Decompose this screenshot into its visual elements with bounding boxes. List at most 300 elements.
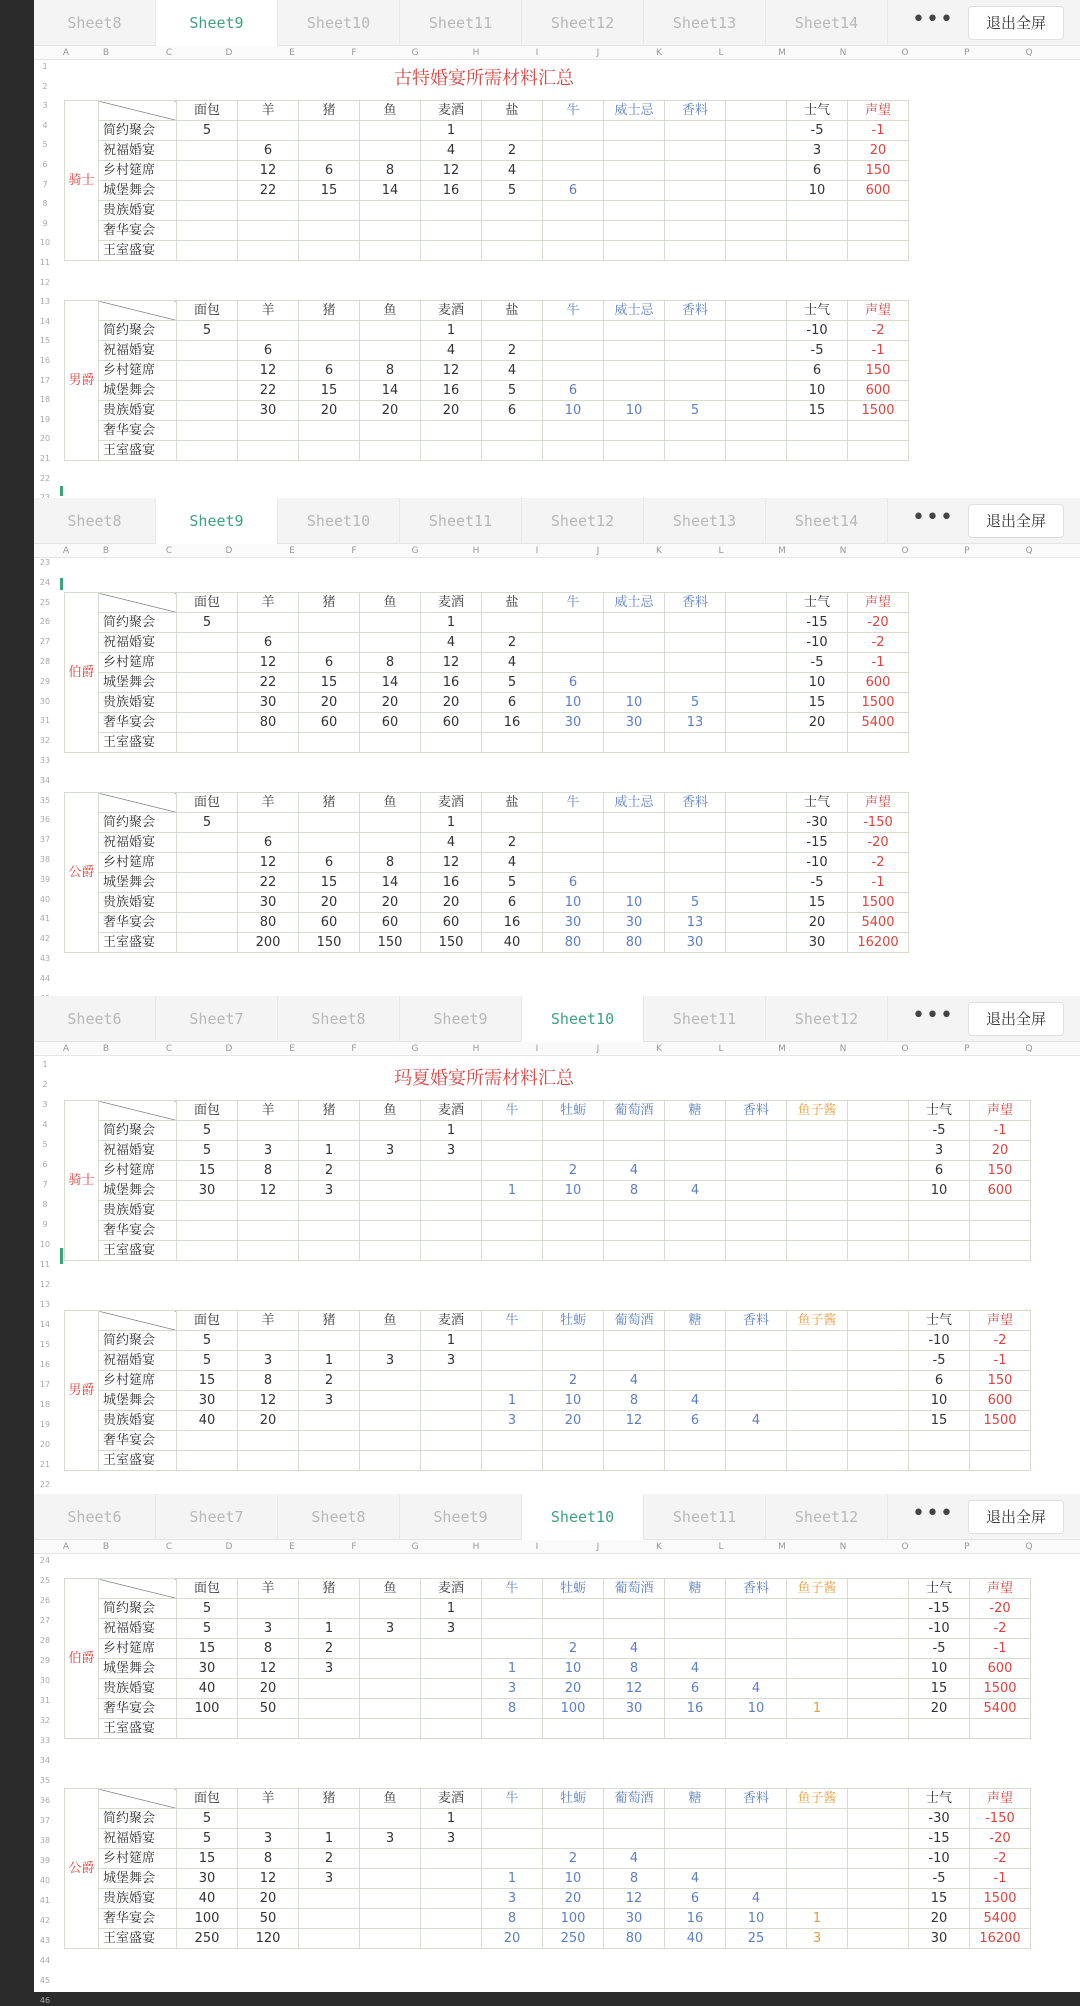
value-cell[interactable] xyxy=(543,653,604,673)
value-cell[interactable]: 30 xyxy=(177,1659,238,1679)
value-cell[interactable] xyxy=(665,1431,726,1451)
row-number[interactable]: 39 xyxy=(39,1856,51,1865)
column-header-g[interactable]: G xyxy=(411,546,419,556)
banquet-name-cell[interactable]: 城堡舞会 xyxy=(99,673,177,693)
value-cell[interactable] xyxy=(848,241,909,261)
value-cell[interactable] xyxy=(848,1411,909,1431)
value-cell[interactable]: 60 xyxy=(299,713,360,733)
value-cell[interactable] xyxy=(421,201,482,221)
column-header-cell[interactable]: 鱼 xyxy=(360,593,421,613)
value-cell[interactable]: 3 xyxy=(360,1829,421,1849)
row-number[interactable]: 41 xyxy=(39,1896,51,1905)
value-cell[interactable] xyxy=(726,633,787,653)
value-cell[interactable] xyxy=(665,733,726,753)
value-cell[interactable]: 20 xyxy=(543,1411,604,1431)
value-cell[interactable] xyxy=(787,1829,848,1849)
row-number[interactable]: 15 xyxy=(39,1340,51,1349)
value-cell[interactable] xyxy=(238,613,299,633)
column-header-cell[interactable]: 士气 xyxy=(787,593,848,613)
column-header-cell[interactable]: 盐 xyxy=(482,301,543,321)
value-cell[interactable]: 4 xyxy=(421,833,482,853)
rank-cell[interactable]: 骑士 xyxy=(65,1101,99,1261)
banquet-name-cell[interactable]: 乡村筵席 xyxy=(99,1161,177,1181)
value-cell[interactable]: 20 xyxy=(848,141,909,161)
column-header-p[interactable]: P xyxy=(964,1542,970,1552)
value-cell[interactable] xyxy=(482,1221,543,1241)
column-header-cell[interactable]: 鱼子酱 xyxy=(787,1789,848,1809)
row-number[interactable]: 43 xyxy=(39,954,51,963)
value-cell[interactable] xyxy=(177,673,238,693)
banquet-name-cell[interactable]: 贵族婚宴 xyxy=(99,693,177,713)
column-header-g[interactable]: G xyxy=(411,48,419,58)
column-header-cell[interactable]: 麦酒 xyxy=(421,1579,482,1599)
banquet-name-cell[interactable]: 城堡舞会 xyxy=(99,1391,177,1411)
column-header-d[interactable]: D xyxy=(225,546,233,556)
row-number[interactable]: 20 xyxy=(39,1440,51,1449)
banquet-name-cell[interactable]: 奢华宴会 xyxy=(99,421,177,441)
value-cell[interactable] xyxy=(482,1599,543,1619)
banquet-name-cell[interactable]: 祝福婚宴 xyxy=(99,1141,177,1161)
value-cell[interactable]: 1 xyxy=(421,1331,482,1351)
value-cell[interactable] xyxy=(604,1809,665,1829)
value-cell[interactable] xyxy=(726,1161,787,1181)
value-cell[interactable]: -150 xyxy=(848,813,909,833)
value-cell[interactable]: 250 xyxy=(543,1929,604,1949)
banquet-name-cell[interactable]: 奢华宴会 xyxy=(99,1221,177,1241)
value-cell[interactable]: 5 xyxy=(177,1599,238,1619)
value-cell[interactable] xyxy=(238,1431,299,1451)
value-cell[interactable] xyxy=(482,733,543,753)
value-cell[interactable] xyxy=(726,673,787,693)
banquet-name-cell[interactable]: 贵族婚宴 xyxy=(99,201,177,221)
value-cell[interactable] xyxy=(787,1201,848,1221)
column-header-cell[interactable]: 麦酒 xyxy=(421,301,482,321)
value-cell[interactable] xyxy=(604,1331,665,1351)
value-cell[interactable] xyxy=(482,1431,543,1451)
value-cell[interactable]: 60 xyxy=(360,913,421,933)
value-cell[interactable] xyxy=(543,1331,604,1351)
value-cell[interactable] xyxy=(604,441,665,461)
value-cell[interactable]: 15 xyxy=(177,1161,238,1181)
value-cell[interactable] xyxy=(726,873,787,893)
value-cell[interactable] xyxy=(299,733,360,753)
value-cell[interactable] xyxy=(482,1619,543,1639)
row-number[interactable]: 36 xyxy=(39,1796,51,1805)
value-cell[interactable]: 8 xyxy=(604,1181,665,1201)
value-cell[interactable]: 8 xyxy=(360,653,421,673)
value-cell[interactable]: 30 xyxy=(177,1869,238,1889)
column-header-cell[interactable]: 牛 xyxy=(543,301,604,321)
value-cell[interactable] xyxy=(604,1351,665,1371)
value-cell[interactable] xyxy=(421,241,482,261)
value-cell[interactable] xyxy=(421,1929,482,1949)
value-cell[interactable] xyxy=(726,341,787,361)
column-header-i[interactable]: I xyxy=(535,48,539,58)
column-header-cell[interactable]: 牛 xyxy=(482,1101,543,1121)
value-cell[interactable] xyxy=(848,1639,909,1659)
value-cell[interactable] xyxy=(604,613,665,633)
row-number[interactable]: 15 xyxy=(39,336,51,346)
row-number[interactable]: 31 xyxy=(39,1696,51,1705)
column-header-cell[interactable]: 盐 xyxy=(482,101,543,121)
value-cell[interactable]: 50 xyxy=(238,1909,299,1929)
value-cell[interactable] xyxy=(848,1201,909,1221)
value-cell[interactable]: 40 xyxy=(177,1679,238,1699)
value-cell[interactable]: 80 xyxy=(238,913,299,933)
value-cell[interactable] xyxy=(360,1909,421,1929)
value-cell[interactable]: 1500 xyxy=(970,1679,1031,1699)
value-cell[interactable] xyxy=(482,1849,543,1869)
value-cell[interactable] xyxy=(726,361,787,381)
value-cell[interactable]: 2 xyxy=(299,1371,360,1391)
column-header-cell[interactable]: 盐 xyxy=(482,793,543,813)
value-cell[interactable]: 3 xyxy=(787,1929,848,1949)
value-cell[interactable]: 1 xyxy=(421,813,482,833)
value-cell[interactable] xyxy=(543,1599,604,1619)
value-cell[interactable]: 20 xyxy=(482,1929,543,1949)
value-cell[interactable]: 30 xyxy=(787,933,848,953)
value-cell[interactable] xyxy=(299,1241,360,1261)
row-number[interactable]: 17 xyxy=(39,1380,51,1389)
value-cell[interactable] xyxy=(177,361,238,381)
value-cell[interactable] xyxy=(848,1371,909,1391)
column-header-l[interactable]: L xyxy=(718,48,724,58)
value-cell[interactable] xyxy=(543,241,604,261)
value-cell[interactable] xyxy=(787,733,848,753)
banquet-name-cell[interactable]: 贵族婚宴 xyxy=(99,1889,177,1909)
value-cell[interactable]: 1 xyxy=(482,1181,543,1201)
value-cell[interactable] xyxy=(299,1889,360,1909)
value-cell[interactable]: 16 xyxy=(665,1699,726,1719)
value-cell[interactable] xyxy=(299,1451,360,1471)
column-header-j[interactable]: J xyxy=(596,546,600,556)
row-number[interactable]: 2 xyxy=(42,1080,48,1089)
value-cell[interactable]: 30 xyxy=(543,713,604,733)
value-cell[interactable]: 1500 xyxy=(848,893,909,913)
value-cell[interactable] xyxy=(421,1411,482,1431)
row-number[interactable]: 42 xyxy=(39,934,51,944)
value-cell[interactable] xyxy=(604,833,665,853)
banquet-name-cell[interactable]: 简约聚会 xyxy=(99,1599,177,1619)
value-cell[interactable] xyxy=(604,201,665,221)
value-cell[interactable] xyxy=(604,653,665,673)
value-cell[interactable] xyxy=(726,653,787,673)
value-cell[interactable] xyxy=(604,1241,665,1261)
header-diagonal-cell[interactable] xyxy=(99,1789,177,1809)
value-cell[interactable] xyxy=(238,813,299,833)
value-cell[interactable]: -20 xyxy=(848,833,909,853)
value-cell[interactable]: 22 xyxy=(238,181,299,201)
value-cell[interactable] xyxy=(360,1849,421,1869)
value-cell[interactable] xyxy=(665,141,726,161)
row-number[interactable]: 7 xyxy=(42,179,48,189)
value-cell[interactable]: 14 xyxy=(360,873,421,893)
value-cell[interactable] xyxy=(543,633,604,653)
value-cell[interactable] xyxy=(604,341,665,361)
tab-sheet9[interactable]: Sheet9 xyxy=(156,0,278,46)
value-cell[interactable] xyxy=(482,1141,543,1161)
tab-sheet12[interactable]: Sheet12 xyxy=(766,1494,888,1540)
column-header-cell[interactable]: 声望 xyxy=(970,1101,1031,1121)
column-header-i[interactable]: I xyxy=(535,1542,539,1552)
row-number[interactable]: 3 xyxy=(42,1100,48,1109)
value-cell[interactable] xyxy=(787,1391,848,1411)
column-header-cell[interactable]: 声望 xyxy=(848,793,909,813)
value-cell[interactable] xyxy=(177,1221,238,1241)
value-cell[interactable]: 6 xyxy=(543,673,604,693)
value-cell[interactable] xyxy=(726,613,787,633)
value-cell[interactable] xyxy=(848,733,909,753)
value-cell[interactable]: 16 xyxy=(482,713,543,733)
value-cell[interactable]: -150 xyxy=(970,1809,1031,1829)
column-header-cell[interactable]: 面包 xyxy=(177,101,238,121)
value-cell[interactable]: 3 xyxy=(299,1869,360,1889)
value-cell[interactable] xyxy=(848,1679,909,1699)
banquet-name-cell[interactable]: 祝福婚宴 xyxy=(99,633,177,653)
value-cell[interactable]: 3 xyxy=(299,1181,360,1201)
value-cell[interactable] xyxy=(726,321,787,341)
column-header-cell[interactable]: 声望 xyxy=(970,1311,1031,1331)
value-cell[interactable] xyxy=(238,1599,299,1619)
row-number[interactable]: 2 xyxy=(42,81,48,91)
value-cell[interactable]: 15 xyxy=(299,381,360,401)
column-header-cell[interactable]: 鱼 xyxy=(360,1101,421,1121)
value-cell[interactable] xyxy=(726,1659,787,1679)
value-cell[interactable] xyxy=(482,1331,543,1351)
value-cell[interactable]: 80 xyxy=(604,933,665,953)
value-cell[interactable] xyxy=(543,1351,604,1371)
column-header-a[interactable]: A xyxy=(62,1044,70,1054)
banquet-name-cell[interactable]: 贵族婚宴 xyxy=(99,1411,177,1431)
value-cell[interactable]: 150 xyxy=(848,161,909,181)
column-header-f[interactable]: F xyxy=(351,546,357,556)
value-cell[interactable] xyxy=(360,1451,421,1471)
value-cell[interactable] xyxy=(787,221,848,241)
value-cell[interactable] xyxy=(665,161,726,181)
value-cell[interactable] xyxy=(787,421,848,441)
tab-sheet12[interactable]: Sheet12 xyxy=(766,996,888,1042)
column-header-cell[interactable]: 麦酒 xyxy=(421,101,482,121)
value-cell[interactable]: 10 xyxy=(909,1181,970,1201)
value-cell[interactable] xyxy=(482,1451,543,1471)
value-cell[interactable] xyxy=(604,1201,665,1221)
value-cell[interactable]: 5400 xyxy=(848,713,909,733)
row-number[interactable]: 24 xyxy=(39,1556,51,1565)
value-cell[interactable] xyxy=(848,1889,909,1909)
banquet-name-cell[interactable]: 王室盛宴 xyxy=(99,441,177,461)
value-cell[interactable]: 5 xyxy=(177,1351,238,1371)
value-cell[interactable]: 1 xyxy=(299,1829,360,1849)
value-cell[interactable]: 30 xyxy=(909,1929,970,1949)
value-cell[interactable] xyxy=(665,873,726,893)
value-cell[interactable]: 60 xyxy=(360,713,421,733)
value-cell[interactable] xyxy=(665,441,726,461)
value-cell[interactable]: 1 xyxy=(482,1869,543,1889)
value-cell[interactable] xyxy=(787,1889,848,1909)
tab-sheet10[interactable]: Sheet10 xyxy=(522,996,644,1042)
column-header-m[interactable]: M xyxy=(778,1044,786,1054)
exit-fullscreen-button[interactable]: 退出全屏 xyxy=(968,6,1064,40)
value-cell[interactable]: 30 xyxy=(238,401,299,421)
value-cell[interactable]: 4 xyxy=(665,1659,726,1679)
value-cell[interactable] xyxy=(238,201,299,221)
value-cell[interactable] xyxy=(299,1201,360,1221)
value-cell[interactable]: -30 xyxy=(787,813,848,833)
value-cell[interactable]: 60 xyxy=(299,913,360,933)
value-cell[interactable]: 16 xyxy=(421,381,482,401)
column-header-cell[interactable]: 猪 xyxy=(299,101,360,121)
column-header-cell[interactable] xyxy=(848,1579,909,1599)
value-cell[interactable]: 15 xyxy=(299,873,360,893)
value-cell[interactable]: 20 xyxy=(299,401,360,421)
value-cell[interactable]: 10 xyxy=(787,673,848,693)
value-cell[interactable]: 80 xyxy=(543,933,604,953)
column-header-k[interactable]: K xyxy=(656,546,662,556)
value-cell[interactable] xyxy=(177,933,238,953)
value-cell[interactable] xyxy=(970,1221,1031,1241)
value-cell[interactable]: 20 xyxy=(238,1411,299,1431)
value-cell[interactable]: 10 xyxy=(543,1659,604,1679)
column-header-cell[interactable]: 声望 xyxy=(970,1579,1031,1599)
column-header-cell[interactable]: 羊 xyxy=(238,1311,299,1331)
value-cell[interactable] xyxy=(238,221,299,241)
value-cell[interactable] xyxy=(848,1869,909,1889)
value-cell[interactable]: 15 xyxy=(299,181,360,201)
value-cell[interactable]: 8 xyxy=(360,161,421,181)
value-cell[interactable] xyxy=(665,1599,726,1619)
value-cell[interactable] xyxy=(238,1241,299,1261)
value-cell[interactable]: 3 xyxy=(360,1141,421,1161)
column-header-cell[interactable]: 威士忌 xyxy=(604,101,665,121)
value-cell[interactable]: 15 xyxy=(787,893,848,913)
value-cell[interactable] xyxy=(787,1241,848,1261)
value-cell[interactable] xyxy=(665,633,726,653)
value-cell[interactable]: 150 xyxy=(970,1161,1031,1181)
value-cell[interactable]: 5 xyxy=(482,873,543,893)
row-number[interactable]: 36 xyxy=(39,815,51,825)
value-cell[interactable] xyxy=(665,1829,726,1849)
banquet-name-cell[interactable]: 祝福婚宴 xyxy=(99,1351,177,1371)
value-cell[interactable] xyxy=(726,1619,787,1639)
value-cell[interactable] xyxy=(665,201,726,221)
value-cell[interactable] xyxy=(543,1241,604,1261)
value-cell[interactable]: 5 xyxy=(665,693,726,713)
column-header-cell[interactable]: 鱼子酱 xyxy=(787,1101,848,1121)
value-cell[interactable] xyxy=(665,1619,726,1639)
column-header-cell[interactable]: 糖 xyxy=(665,1101,726,1121)
value-cell[interactable] xyxy=(543,121,604,141)
tab-sheet11[interactable]: Sheet11 xyxy=(400,0,522,46)
row-number[interactable]: 7 xyxy=(42,1180,48,1189)
value-cell[interactable] xyxy=(726,1869,787,1889)
rank-cell[interactable]: 骑士 xyxy=(65,101,99,261)
value-cell[interactable] xyxy=(543,813,604,833)
banquet-name-cell[interactable]: 王室盛宴 xyxy=(99,1451,177,1471)
row-number[interactable]: 22 xyxy=(39,473,51,483)
column-header-m[interactable]: M xyxy=(778,48,786,58)
value-cell[interactable] xyxy=(238,421,299,441)
value-cell[interactable]: 2 xyxy=(482,633,543,653)
tab-sheet11[interactable]: Sheet11 xyxy=(644,1494,766,1540)
row-number[interactable]: 28 xyxy=(39,1636,51,1645)
value-cell[interactable] xyxy=(726,1719,787,1739)
tab-sheet13[interactable]: Sheet13 xyxy=(644,0,766,46)
header-diagonal-cell[interactable] xyxy=(99,1101,177,1121)
column-header-cell[interactable]: 糖 xyxy=(665,1789,726,1809)
row-number[interactable]: 44 xyxy=(39,973,51,983)
value-cell[interactable] xyxy=(604,1141,665,1161)
value-cell[interactable]: 8 xyxy=(238,1161,299,1181)
row-number[interactable]: 12 xyxy=(39,1280,51,1289)
value-cell[interactable]: 80 xyxy=(238,713,299,733)
value-cell[interactable]: 3 xyxy=(238,1351,299,1371)
value-cell[interactable]: 60 xyxy=(421,913,482,933)
value-cell[interactable]: -10 xyxy=(909,1331,970,1351)
value-cell[interactable]: 80 xyxy=(604,1929,665,1949)
value-cell[interactable] xyxy=(665,833,726,853)
value-cell[interactable] xyxy=(177,833,238,853)
value-cell[interactable] xyxy=(787,241,848,261)
value-cell[interactable] xyxy=(970,1431,1031,1451)
value-cell[interactable]: 8 xyxy=(604,1869,665,1889)
value-cell[interactable] xyxy=(360,813,421,833)
value-cell[interactable] xyxy=(726,853,787,873)
row-number[interactable]: 29 xyxy=(39,1656,51,1665)
value-cell[interactable] xyxy=(360,1201,421,1221)
value-cell[interactable] xyxy=(726,733,787,753)
value-cell[interactable] xyxy=(482,441,543,461)
column-header-n[interactable]: N xyxy=(839,48,847,58)
value-cell[interactable] xyxy=(299,1929,360,1949)
value-cell[interactable] xyxy=(177,713,238,733)
row-number[interactable]: 23 xyxy=(39,558,51,567)
row-number[interactable]: 1 xyxy=(42,62,48,71)
value-cell[interactable] xyxy=(726,1451,787,1471)
column-header-cell[interactable]: 声望 xyxy=(848,301,909,321)
value-cell[interactable]: 5 xyxy=(177,1829,238,1849)
value-cell[interactable]: 4 xyxy=(665,1181,726,1201)
value-cell[interactable] xyxy=(177,161,238,181)
value-cell[interactable] xyxy=(787,1121,848,1141)
value-cell[interactable] xyxy=(848,421,909,441)
column-header-q[interactable]: Q xyxy=(1025,48,1033,58)
value-cell[interactable]: 14 xyxy=(360,381,421,401)
column-header-n[interactable]: N xyxy=(839,1044,847,1054)
column-header-k[interactable]: K xyxy=(656,1044,662,1054)
value-cell[interactable] xyxy=(360,421,421,441)
value-cell[interactable]: 8 xyxy=(360,361,421,381)
column-header-cell[interactable]: 羊 xyxy=(238,1789,299,1809)
column-header-cell[interactable]: 威士忌 xyxy=(604,301,665,321)
rank-cell[interactable]: 伯爵 xyxy=(65,1579,99,1739)
row-number[interactable]: 35 xyxy=(39,1776,51,1785)
value-cell[interactable]: 22 xyxy=(238,673,299,693)
row-number[interactable]: 4 xyxy=(42,120,48,130)
column-header-cell[interactable]: 葡萄酒 xyxy=(604,1789,665,1809)
value-cell[interactable] xyxy=(421,1161,482,1181)
value-cell[interactable]: 15 xyxy=(177,1849,238,1869)
column-header-c[interactable]: C xyxy=(165,1542,173,1552)
column-header-cell[interactable]: 猪 xyxy=(299,793,360,813)
value-cell[interactable] xyxy=(726,141,787,161)
value-cell[interactable]: 13 xyxy=(665,913,726,933)
value-cell[interactable] xyxy=(848,1141,909,1161)
value-cell[interactable]: 3 xyxy=(909,1141,970,1161)
value-cell[interactable]: 4 xyxy=(482,853,543,873)
value-cell[interactable]: 150 xyxy=(848,361,909,381)
value-cell[interactable]: 16 xyxy=(421,673,482,693)
banquet-name-cell[interactable]: 王室盛宴 xyxy=(99,1929,177,1949)
